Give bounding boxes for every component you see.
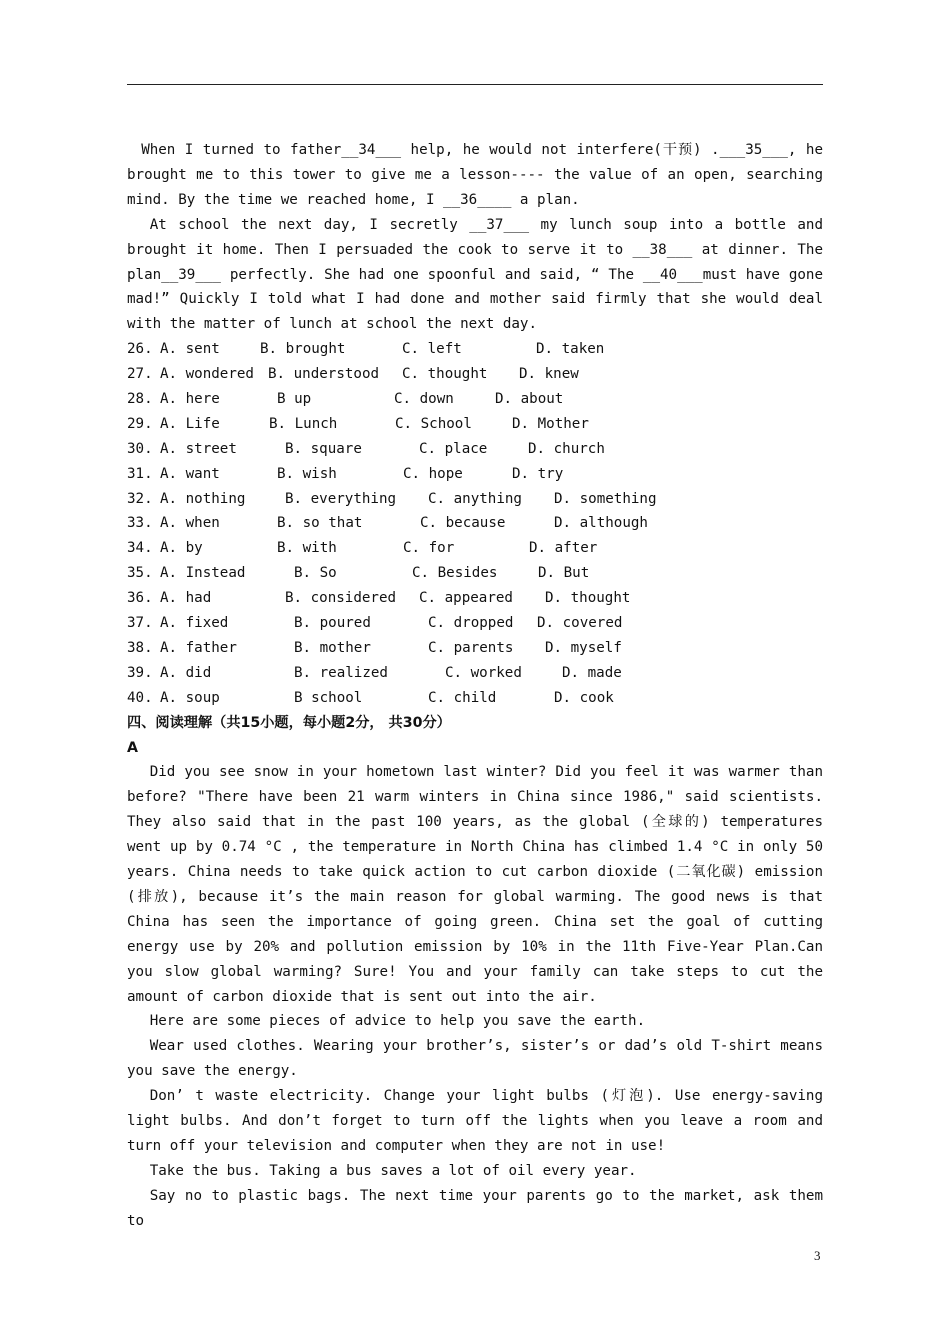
option-row (127, 487, 823, 512)
page-number: 3 (814, 1248, 821, 1263)
option-c: C. down (394, 391, 454, 408)
reading-paragraph: Here are some pieces of advice to help you save the earth. (149, 1013, 646, 1030)
option-d: D. try (512, 465, 564, 482)
reading-paragraph: Don’ t waste electricity. Change your light bulbs (灯泡). Use energy-saving light bulbs. And don’t forget to turn off the lights when you leave a room and turn off your television and computer when they are not in use! (127, 1088, 823, 1155)
option-a: A. father (160, 639, 237, 656)
option-c: C. worked (445, 664, 522, 681)
cloze-paragraph: At school the next day, I secretly __37___ my lunch soup into a bottle and brought it home. Then I persuaded the cook to serve it to __38___ at dinner. The plan__39___ perfectly. She had one spoonful and said, “ The __40___must have gone mad!” Quickly I told what I had done and mother said firmly that she would deal with the matter of lunch at school the next day. (127, 216, 823, 333)
option-d: D. knew (519, 366, 579, 383)
option-b: B. So (294, 565, 337, 582)
option-d: D. although (554, 515, 648, 532)
option-row (127, 636, 823, 661)
num: 29. (127, 415, 153, 432)
num: 39. (127, 664, 153, 681)
option-a: A. soup (160, 689, 220, 706)
option-row (127, 536, 823, 561)
option-a: A. wondered (160, 366, 254, 383)
num: 37. (127, 615, 153, 632)
option-row (127, 437, 823, 462)
reading-paragraph: Take the bus. Taking a bus saves a lot of oil every year. (149, 1162, 637, 1179)
option-row (127, 661, 823, 686)
option-a: A. sent (160, 341, 220, 358)
option-b: B. realized (294, 664, 388, 681)
num: 28. (127, 391, 153, 408)
option-d: D. church (528, 440, 605, 457)
num: 36. (127, 590, 153, 607)
option-b: B. mother (294, 639, 371, 656)
option-c: C. thought (402, 366, 488, 383)
option-b: B. with (277, 540, 337, 557)
option-a: A. nothing (160, 490, 246, 507)
option-b: B. everything (285, 490, 397, 507)
option-b: B school (294, 689, 363, 706)
option-row (127, 511, 823, 536)
option-d: D. covered (537, 615, 623, 632)
option-b: B. understood (268, 366, 380, 383)
reading-paragraph: Did you see snow in your hometown last winter? Did you feel it was warmer than before? "There have been 21 warm winters in China since 1986," said scientists. They also said that in the past 100 years, as the global (全球的) temperatures went up by 0.74 °C , the temperature in North China has climbed 1.4 °C in only 50 years. China needs to take quick action to cut carbon dioxide (二氧化碳) emission (排放), because it’s the main reason for global warming. The good news is that China has seen the importance of going green. China set the goal of cutting energy use by 20% and pollution emission by 10% in the 11th Five-Year Plan.Can you slow global warming? Sure! You and your family can take steps to cut the amount of carbon dioxide that is sent out into the air. (127, 764, 823, 1005)
option-row (127, 412, 823, 437)
option-d: D. after (529, 540, 598, 557)
option-row (127, 362, 823, 387)
passage-label: A (127, 739, 138, 756)
num: 38. (127, 639, 153, 656)
num: 34. (127, 540, 153, 557)
option-c: C. appeared (419, 590, 513, 607)
option-b: B. brought (260, 341, 346, 358)
option-a: A. when (160, 515, 220, 532)
option-b: B. square (285, 440, 362, 457)
option-b: B. wish (277, 465, 337, 482)
option-c: C. for (403, 540, 455, 557)
option-row (127, 561, 823, 586)
num: 30. (127, 440, 153, 457)
page-content (127, 138, 823, 1234)
option-c: C. Besides (412, 565, 498, 582)
option-d: D. But (538, 565, 590, 582)
option-c: C. anything (428, 490, 522, 507)
option-a: A. fixed (160, 615, 229, 632)
option-b: B. poured (294, 615, 371, 632)
option-a: A. Life (160, 415, 220, 432)
option-d: D. about (495, 391, 564, 408)
option-b: B. Lunch (269, 415, 338, 432)
option-c: C. dropped (428, 615, 514, 632)
option-d: D. thought (545, 590, 631, 607)
num: 32. (127, 490, 153, 507)
num: 35. (127, 565, 153, 582)
option-row (127, 586, 823, 611)
option-d: D. Mother (512, 415, 589, 432)
reading-paragraph: Say no to plastic bags. The next time your parents go to the market, ask them to (127, 1187, 823, 1229)
option-d: D. something (554, 490, 657, 507)
option-a: A. want (160, 465, 220, 482)
option-b: B up (277, 391, 312, 408)
option-row (127, 686, 823, 711)
num: 40. (127, 689, 153, 706)
option-c: C. left (402, 341, 462, 358)
option-d: D. cook (554, 689, 614, 706)
option-a: A. did (160, 664, 212, 681)
num: 26. (127, 341, 153, 358)
option-a: A. Instead (160, 565, 246, 582)
option-d: D. taken (536, 341, 605, 358)
option-d: D. myself (545, 639, 622, 656)
option-c: C. child (428, 689, 497, 706)
num: 27. (127, 366, 153, 383)
option-a: A. here (160, 391, 220, 408)
section-heading: 四、阅读理解（共15小题，每小题2分， 共30分） (127, 714, 451, 731)
option-b: B. considered (285, 590, 397, 607)
option-a: A. had (160, 590, 212, 607)
reading-paragraph: Wear used clothes. Wearing your brother’s, sister’s or dad’s old T-shirt means you save the energy. (127, 1038, 823, 1080)
options-list (127, 337, 823, 710)
option-row (127, 337, 823, 362)
num: 31. (127, 465, 153, 482)
option-row (127, 462, 823, 487)
option-a: A. street (160, 440, 237, 457)
option-b: B. so that (277, 515, 363, 532)
option-row (127, 611, 823, 636)
header-rule (127, 84, 823, 85)
option-row (127, 387, 823, 412)
option-c: C. hope (403, 465, 463, 482)
option-c: C. because (420, 515, 506, 532)
cloze-paragraph: When I turned to father__34___ help, he would not interfere(干预) .___35___, he brought me to this tower to give me a lesson---- the value of an open, searching mind. By the time we reached home, I __36____ a plan. (127, 142, 823, 208)
option-c: C. place (419, 440, 488, 457)
option-d: D. made (562, 664, 622, 681)
option-c: C. School (395, 415, 472, 432)
option-c: C. parents (428, 639, 514, 656)
num: 33. (127, 515, 153, 532)
option-a: A. by (160, 540, 203, 557)
